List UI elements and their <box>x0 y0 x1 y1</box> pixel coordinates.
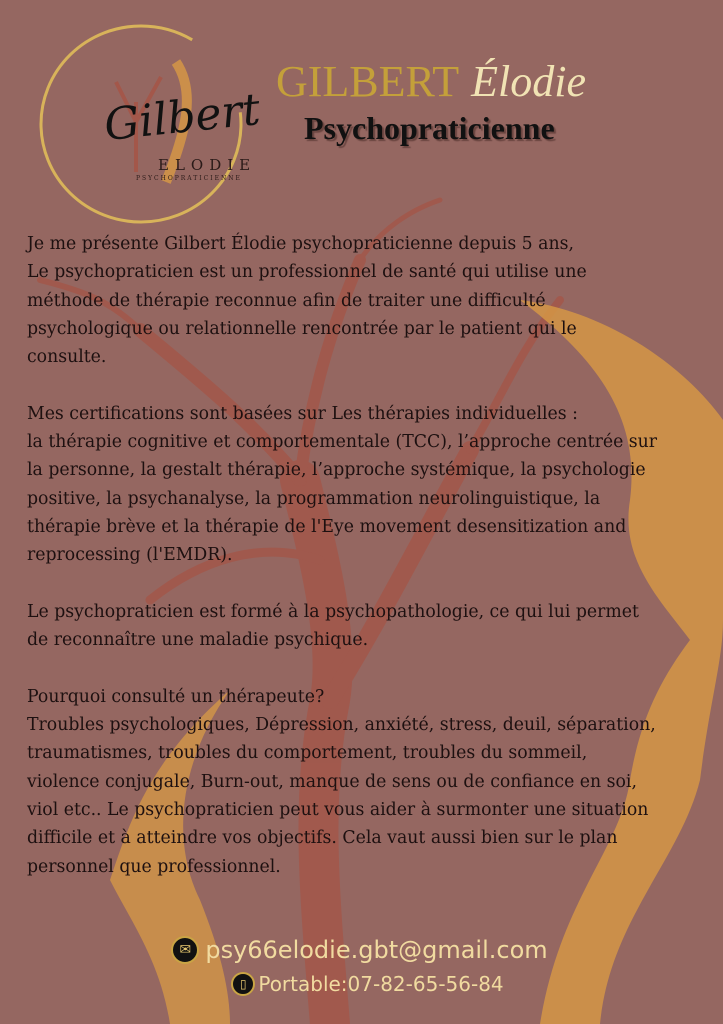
email-link[interactable]: psy66elodie.gbt@gmail.com <box>205 936 548 964</box>
text-line: la personne, la gestalt thérapie, l’approche systémique, la psychologie <box>27 460 646 481</box>
text-line: de reconnaître une maladie psychique. <box>27 630 369 651</box>
text-line: positive, la psychanalyse, la programmation neurolinguistique, la <box>27 488 601 509</box>
text-line: la thérapie cognitive et comportementale (TCC), l’approche centrée sur <box>27 432 658 453</box>
text-line: Troubles psychologiques, Dépression, anxiété, stress, deuil, séparation, <box>27 715 656 736</box>
body-text <box>27 230 717 909</box>
text-line: méthode de thérapie reconnue afin de traiter une difficulté <box>27 290 546 311</box>
paragraph <box>27 598 717 655</box>
paragraph <box>27 400 717 570</box>
text-line: consulte. <box>27 347 107 368</box>
title-first-name: Élodie <box>471 57 586 106</box>
text-line: Mes certifications sont basées sur Les thérapies individuelles : <box>27 403 578 424</box>
envelope-icon: ✉ <box>171 936 199 964</box>
text-line: viol etc.. Le psychopraticien peut vous aider à surmonter une situation <box>27 799 649 820</box>
text-line: traumatismes, troubles du comportement, troubles du sommeil, <box>27 743 588 764</box>
text-line: psychologique ou relationnelle rencontrée par le patient qui le <box>27 318 577 339</box>
text-line: Pourquoi consulté un thérapeute? <box>27 686 325 707</box>
email-contact[interactable] <box>0 936 721 964</box>
text-line: Le psychopraticien est formé à la psychopathologie, ce qui lui permet <box>27 601 639 622</box>
text-line: reprocessing (l'EMDR). <box>27 545 233 566</box>
text-line: violence conjugale, Burn-out, manque de sens ou de confiance en soi, <box>27 771 637 792</box>
page-title <box>276 56 586 107</box>
title-last-name: GILBERT <box>276 57 460 106</box>
text-line: personnel que professionnel. <box>27 856 281 877</box>
logo-tagline: PSYCHOPRATICIENNE <box>136 175 242 182</box>
text-line: difficile et à atteindre vos objectifs. Cela vaut aussi bien sur le plan <box>27 828 618 849</box>
logo-script-text: Gilbert <box>101 83 263 152</box>
text-line: Le psychopraticien est un professionnel de santé qui utilise une <box>27 262 587 283</box>
text-line: Je me présente Gilbert Élodie psychopraticienne depuis 5 ans, <box>27 234 574 254</box>
logo <box>36 22 263 227</box>
page-subtitle: Psychopraticienne <box>304 110 555 146</box>
text-line: thérapie brève et la thérapie de l'Eye movement desensitization and <box>27 516 627 537</box>
mobile-phone-icon: ▯ <box>231 972 255 996</box>
paragraph <box>27 230 717 371</box>
logo-name-text: ELODIE <box>158 156 257 174</box>
paragraph <box>27 683 717 881</box>
phone-number[interactable]: Portable:07-82-65-56-84 <box>258 972 504 996</box>
phone-contact[interactable] <box>6 972 723 996</box>
